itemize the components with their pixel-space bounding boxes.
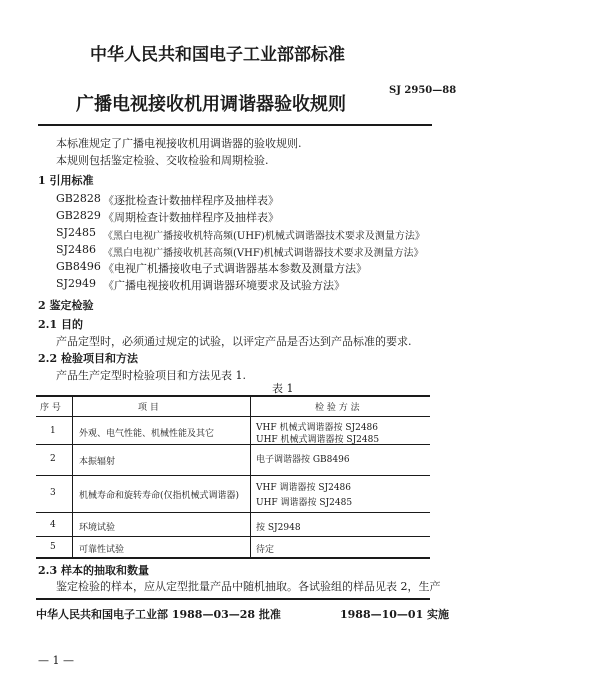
table-cell-item: 外观、电气性能、机械性能及其它 — [79, 429, 215, 439]
table-row-rule — [36, 536, 430, 537]
table-cell-no: 4 — [50, 520, 56, 530]
standard-code: SJ 2950—88 — [389, 85, 457, 96]
table-row-rule — [36, 475, 430, 476]
table-cell-method: 电子调谐器按 GB8496 — [256, 455, 350, 465]
ref-title: 《电视广机播接收电子式调谐器基本参数及测量方法》 — [103, 262, 367, 275]
table-cell-method: UHF 调谐器按 SJ2485 — [256, 498, 353, 508]
table-column-rule — [250, 395, 251, 557]
section-2-3-heading: 2.3 样本的抽取和数量 — [38, 564, 149, 577]
ministry-title: 中华人民共和国电子工业部部标准 — [90, 45, 345, 65]
table-header-item: 项 目 — [138, 403, 159, 413]
ref-title: 《黑白电视广播接收机甚高频(VHF)机械式调谐器技术要求及测量方法》 — [103, 248, 424, 259]
table-top-rule — [36, 395, 430, 397]
footer-rule — [36, 598, 430, 600]
intro-line-1: 本标准规定了广播电视接收机用调谐器的验收规则. — [56, 137, 302, 150]
section-2-1-text: 产品定型时，必须通过规定的试验，以评定产品是否达到产品标准的要求. — [56, 335, 412, 348]
ref-code: GB2828 — [56, 192, 101, 205]
section-2-heading: 2 鉴定检验 — [38, 299, 94, 312]
ref-code: SJ2485 — [56, 226, 96, 239]
ref-title: 《广播电视接收机用调谐器环境要求及试验方法》 — [103, 279, 345, 292]
table-header-no: 序 号 — [40, 403, 61, 413]
table-cell-no: 3 — [50, 488, 56, 498]
ref-title: 《黑白电视广播接收机特高频(UHF)机械式调谐器技术要求及测量方法》 — [103, 231, 425, 242]
table-row-rule — [36, 512, 430, 513]
effective-date: 1988—10—01 实施 — [340, 608, 450, 621]
table-cell-method: 待定 — [256, 545, 275, 555]
table-cell-item: 本振辐射 — [79, 457, 116, 467]
section-2-3-text: 鉴定检验的样本，应从定型批量产品中随机抽取。各试验组的样品见表 2，生产 — [56, 580, 441, 593]
page-number: — 1 — — [38, 654, 74, 667]
section-2-1-heading: 2.1 目的 — [38, 318, 83, 331]
table-cell-item: 环境试验 — [79, 523, 116, 533]
table-column-rule — [72, 395, 73, 557]
ref-code: SJ2949 — [56, 277, 96, 290]
table-cell-method: UHF 机械式调谐器按 SJ2485 — [256, 435, 380, 445]
ref-title: 《周期检查计数抽样程序及抽样表》 — [103, 211, 279, 224]
table-header-method: 检 验 方 法 — [315, 403, 360, 413]
table-caption: 表 1 — [272, 382, 294, 395]
ref-code: GB2829 — [56, 209, 101, 222]
table-cell-item: 可靠性试验 — [79, 545, 125, 555]
header-rule — [38, 124, 432, 126]
table-cell-no: 1 — [50, 426, 56, 436]
ref-title: 《逐批检查计数抽样程序及抽样表》 — [103, 194, 279, 207]
approval-line: 中华人民共和国电子工业部 1988—03—28 批准 — [36, 608, 281, 621]
section-2-2-heading: 2.2 检验项目和方法 — [38, 352, 138, 365]
table-cell-no: 2 — [50, 454, 56, 464]
table-cell-method: 按 SJ2948 — [256, 523, 301, 533]
intro-line-2: 本规则包括鉴定检验、交收检验和周期检验. — [56, 154, 269, 167]
table-header-rule — [36, 416, 430, 417]
section-2-2-text: 产品生产定型时检验项目和方法见表 1. — [56, 369, 246, 382]
table-cell-item: 机械寿命和旋转寿命(仅指机械式调谐器) — [79, 491, 240, 501]
document-title: 广播电视接收机用调谐器验收规则 — [76, 94, 346, 115]
table-bottom-rule — [36, 557, 430, 559]
table-cell-method: VHF 机械式调谐器按 SJ2486 — [256, 423, 378, 433]
ref-code: GB8496 — [56, 260, 101, 273]
section-1-heading: 1 引用标准 — [38, 174, 94, 187]
table-cell-no: 5 — [50, 542, 56, 552]
table-cell-method: VHF 调谐器按 SJ2486 — [256, 483, 351, 493]
ref-code: SJ2486 — [56, 243, 96, 256]
